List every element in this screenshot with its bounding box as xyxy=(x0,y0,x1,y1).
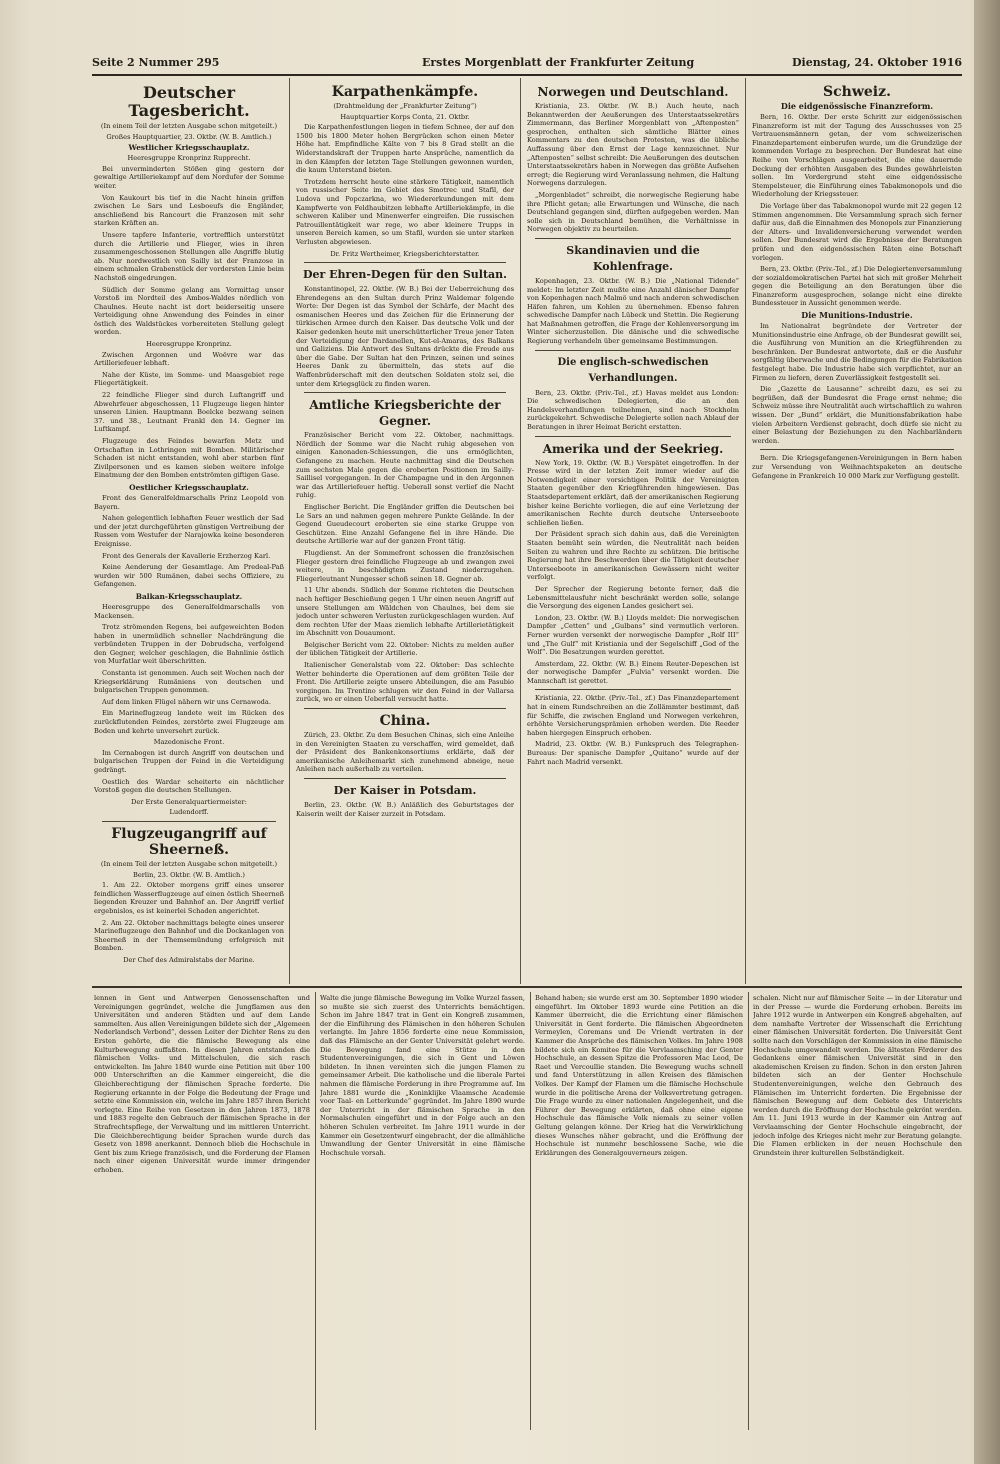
column-divider xyxy=(748,992,749,1430)
paragraph: Nahen gelegentlich lebhaften Feuer westlich der Sad und der jetzt durchgeführten günstigen Vertreibung der Russen vom Westufer der Narajowka keine besonderen Ereignisse. xyxy=(94,514,284,548)
paragraph: Bern, 16. Oktbr. Der erste Schritt zur eidgenössischen Finanzreform ist mit der Tagung des Ausschusses von 25 Vertrauensmännern getan, der vom schweizerischen Finanzdepartement einberufen wurde, um die Grundzüge der kommenden Vorlage zu besprechen. Der Bundesrat hat eine Reihe von Vorschlägen ausgearbeitet, die eine dauernde Deckung der erhöhten Ausgaben des Bundes gewährleisten sollen. Im Vordergrund steht eine eidgenössische Stempelsteuer, die Einführung eines Tabakmonopols und die Wiederholung der Kriegssteuer. xyxy=(752,113,962,199)
paragraph: Walte die junge flämische Bewegung im Volke Wurzel fassen, so mußte sie sich zuerst des Unterrichts bemächtigen. Schon im Jahre 1847 trat in Gent ein Kongreß zusammen, der die Einführung des Flämischen in den höheren Schulen verlangte. Im Jahre 1856 forderte eine neue Kommission, daß das Flämische an der Genter Universität gelehrt werde. Die Bewegung fand eine Stütze in den Studentenvereinigungen, die sich in Gent und Löwen bildeten. In ihnen vereinten sich die jungen Flamen zu gemeinsamer Arbeit. Die katholische und die liberale Partei nahmen die flämische Forderung in ihre Programme auf. Im Jahre 1881 wurde die „Koninklijke Vlaamsche Academie voor Taal- en Letterkunde“ gegründet. Im Jahre 1890 wurde der Unterricht in der flämischen Sprache in den Normalschulen eingeführt und in der Folge auch an den höheren Schulen verbreitet. Im Jahre 1911 wurde in der Kammer ein Gesetzentwurf eingebracht, der die allmähliche Umwandlung der Genter Universität in eine flämische Hochschule vorsah. xyxy=(320,994,525,1157)
paragraph: Behand haben; sie wurde erst am 30. September 1890 wieder eingeführt. Im Oktober 1893 wurde eine Petition an die Kammer überreicht, die die Errichtung einer flämischen Universität in Gent forderte. Die flämischen Abgeordneten Vermeylen, Coremans und De Vriendt vertraten in der Kammer die Ansprüche des flämischen Volkes. Im Jahre 1908 bildete sich ein Komitee für die Vervlaamsching der Genter Hochschule, an dessen Spitze die Professoren Mac Leod, De Raet und Vercoullie standen. Die Bewegung wuchs schnell und fand Unterstützung in allen Kreisen des flämischen Volkes. Der Kampf der Flamen um die flämische Hochschule wurde in die politische Arena der Volksvertretung getragen. Die Frage wurde zu einer nationalen Angelegenheit, und die Führer der Bewegung erklärten, daß ohne eine eigene Hochschule das flämische Volk niemals zu seiner vollen Geltung gelangen könne. Der Krieg hat die Verwirklichung dieses Wunsches näher gebracht, und die Eröffnung der Hochschule ist nunmehr beschlossene Sache, wie die Erklärungen des Generalgouverneurs zeigen. xyxy=(535,994,743,1157)
article-title: Der Ehren-Degen für den Sultan. xyxy=(303,268,507,282)
paragraph: Bern, 23. Oktbr. (Priv.-Tel., zf.) Havas meldet aus London: Die schwedischen Delegierten, die an den Handelsverhandlungen teilnehmen, sind nach Stockholm zurückgekehrt. Schwedische Delegierte sollen nach Ablauf der Beratungen in ihrer Heimat Bericht erstatten. xyxy=(527,388,739,432)
paragraph: Bei unverminderten Stößen ging gestern der gewaltige Artilleriekampf auf dem Nordufer der Somme weiter. xyxy=(94,164,284,190)
column-divider xyxy=(289,78,290,984)
column-1 xyxy=(94,80,284,980)
article-title: Norwegen und Deutschland. xyxy=(537,85,729,99)
section-heading: Die eidgenössische Finanzreform. xyxy=(780,101,934,111)
paragraph: Zürich, 23. Oktbr. Zu dem Besuchen Chinas, sich eine Anleihe in den Vereinigten Staaten zu verschaffen, wird gemeldet, daß der Präsident des Bankenkonsortiums erklärte, daß der amerikanische Anleihemarkt sich zunehmend abneige, neue Anleihen nach außerhalb zu verteilen. xyxy=(296,731,514,774)
section-heading: Balkan-Kriegsschauplatz. xyxy=(135,591,243,601)
paragraph: Madrid, 23. Oktbr. (W. B.) Funkspruch des Telegraphen-Bureaus: Der spanische Dampfer „Quitano“ wurde auf der Fahrt nach Madrid versenkt. xyxy=(527,740,739,766)
paragraph: Keine Aenderung der Gesamtlage. Am Predeal-Paß wurden wir 500 Rumänen, dabei sechs Offiziere, zu Gefangenen. xyxy=(94,563,284,589)
article-title: Flugzeugangriff auf Sheerneß. xyxy=(111,825,267,858)
paragraph: Kristiania, 22. Oktbr. (Priv.-Tel., zf.) Das Finanzdepartement hat in einem Rundschreiben an die Zollämmter bestimmt, daß für Schiffe, die zwischen England und Norwegen verkehren, erhöhte Versicherungsprämien erhoben werden. Die Reeder haben hiergegen Einspruch erhoben. xyxy=(527,694,739,737)
paragraph: Belgischer Bericht vom 22. Oktober: Nichts zu melden außer der üblichen Tätigkeit der Artillerie. xyxy=(296,640,514,658)
paragraph: 11 Uhr abends. Südlich der Somme richteten die Deutschen nach heftiger Beschießung gegen 1 Uhr einen neuen Angriff auf unsere Stellungen am Wäldchen von Chaulnes, bei dem sie jedoch unter schweren Verlusten zurückgeschlagen wurden. Auf dem rechten Ufer der Maas ziemlich lebhafte Artillerietätigkeit im Abschnitt von Douaumont. xyxy=(296,586,514,638)
article-note: (Drahtmeldung der „Frankfurter Zeitung“) xyxy=(333,102,477,110)
paragraph: Bern. Die Kriegsgefangenen-Vereinigungen in Bern haben zur Versendung von Weihnachtspaketen an deutsche Gefangene in Frankreich 10 000 Mark zur Verfügung gestellt. xyxy=(752,454,962,480)
signature-line: Der Chef des Admiralstabs der Marine. xyxy=(123,955,255,964)
article-divider xyxy=(304,708,506,709)
article-title: Der Kaiser in Potsdam. xyxy=(333,784,477,797)
paragraph: 1. Am 22. Oktober morgens griff eines unserer feindlichen Wasserflugzeuge auf einen östlich Sheerneß liegenden Kreuzer und Bahnhof an. Der Angriff verlief ergebnislos, es ist keinerlei Schaden angerichtet. xyxy=(94,881,284,915)
article-dateline: Hauptquartier Korps Conta, 21. Oktbr. xyxy=(340,112,470,121)
paragraph: Bern, 23. Oktbr. (Priv.-Tel., zf.) Die Delegiertenversammlung der sozialdemokratischen Partei hat sich mit großer Mehrheit gegen die Beteiligung an den Beratungen über die Finanzreform ausgesprochen, solange nicht eine direkte Bundessteuer in Aussicht genommen werde. xyxy=(752,265,962,308)
paragraph: Trotzdem herrscht heute eine stärkere Tätigkeit, namentlich von russischer Seite im Gebiet des Smotrec und Stafil, der Ludova und Popczarkna, wo Wiedererkundungen mit dem Kampfwerte von Feldhaubitzen lebhafte Artilleriekämpfe, in die schweren Kaliber und Minenwerfer eingreifen. Die russischen Patrouillentätigkeit war rege, wo aber kleinere Trupps in unseren Bereich kamen, so um Stafil, wurden sie unter starken Verlusten abgewiesen. xyxy=(296,177,514,246)
paragraph: Trotz strömenden Regens, bei aufgeweichten Boden haben in unermüdlich schneller Nachdrängung die verbündeten Truppen in der Dobrudscha, verfolgend den Gegner, welcher geschlagen, die Bahnlinie östlich von Murfatlar weit überschritten. xyxy=(94,623,284,666)
paragraph: Unsere tapfere Infanterie, vortrefflich unterstützt durch die Artillerie und Flieger, wies in ihren zusammengeschossenen Stellungen alle Angriffe blutig ab. Nur nordwestlich von Sailly ist der Franzose in einem schmalen Grabenstück der vordersten Linie beim Nachstoß eingedrungen. xyxy=(94,230,284,282)
section-heading: Die Munitions-Industrie. xyxy=(801,310,913,321)
paragraph: Kopenhagen, 23. Oktbr. (W. B.) Die „National Tidende“ meldet: Im letzter Zeit mußte eine Anzahl dänischer Dampfer von Kopenhagen nach Malmö und nach anderen schwedischen Häfen fahren, um Kohlen zu übernehmen. Ebenso fahren schwedische Dampfer nach Lübeck und Stettin. Die Regierung hat Maßnahmen getroffen, die Frage der Kohlenversorgung im Winter sicherzustellen. Die dänische und die schwedische Regierung verhandeln über gemeinsame Bestimmungen. xyxy=(527,276,739,346)
paragraph: Von Kaukourt bis tief in die Nacht hinein griffen zwischen Le Sars und Lesboeufs die Engländer, anschließend bis Rancourt die Franzosen mit sehr starken Kräften an. xyxy=(94,193,284,228)
paragraph: Front des Generals der Kavallerie Erzherzog Karl. xyxy=(102,551,271,560)
article-divider xyxy=(535,238,731,239)
article-title: Karpathenkämpfe. xyxy=(331,84,479,100)
article-title: Schweiz. xyxy=(823,84,891,100)
signature-line: Der Erste Generalquartiermeister: xyxy=(131,797,247,806)
paragraph: Im Nationalrat begründete der Vertreter der Munitionsindustrie eine Anfrage, ob der Bundesrat gewillt sei, die Ausführung von Munition an die Kriegführenden zu beschränken. Der Bundesrat antwortete, daß er die Ausfuhr sorgfältig überwache und die Bedingungen für die Fabrikation festgelegt habe. Die Industrie habe sich verpflichtet, nur an Firmen zu liefern, deren Zuverlässigkeit festgestellt sei. xyxy=(752,322,962,382)
paragraph: Konstantinopel, 22. Oktbr. (W. B.) Bei der Ueberreichung des Ehrendegens an den Sultan durch Prinz Waldemar folgende Worte: Der Degen ist das Symbol der Schärfe, der Macht des osmanischen Heeres und das Zeichen für die Erinnerung der türkischen Armee durch den Kaiser. Das deutsche Volk und der Kaiser gedenken heute mit unerschütterlicher Treue jener Taten der Verteidigung der Dardanellen, Kut-el-Amaras, des Balkans und Galiziens. Die Antwort des Sultans drückte die Freude aus über die Gabe. Der Sultan hat den Prinzen, seinen und seines Heeres Dank zu übermitteln, das stets auf die Waffenbrüderschaft mit den deutschen Soldaten stolz sei, die unter dem Kriegsglück zu finden waren. xyxy=(296,285,514,388)
paragraph: Französischer Bericht vom 22. Oktober, nachmittags. Nördlich der Somme war die Nacht ruhig abgesehen von einigen Kanonaden-Schiessungen, die uns ermöglichten, Gefangene zu machen. Heute nachmittag sind die Deutschen zum sechsten Male gegen die eroberten Positionen im Sailly-Saillisel vorgegangen. In der Champagne und in den Argonnen war das Artilleriefeuer heftig. Ueberall sonst verlief die Nacht ruhig. xyxy=(296,431,514,500)
paragraph: Zwischen Argonnen und Woëvre war das Artilleriefeuer lebhaft. xyxy=(94,350,284,368)
article-divider xyxy=(535,436,731,437)
article-divider xyxy=(304,392,506,393)
paragraph: „Morgenbladet“ schreibt, die norwegische Regierung habe ihre Pflicht getan; alle Erwartungen und Wünsche, die nach Deutschland gegangen sind, dürften aufgegeben werden. Man solle sich in Deutschland bemühen, die Verhältnisse in Norwegen objektiv zu beurteilen. xyxy=(527,190,739,234)
paragraph: Constanta ist genommen. Auch seit Wochen nach der Kriegserklärung Rumäniens von deutschen und bulgarischen Truppen genommen. xyxy=(94,669,284,695)
feuilleton-column-1 xyxy=(94,994,310,1430)
paragraph: Oestlich des Wardar scheiterte ein nächtlicher Vorstoß gegen die deutschen Stellungen. xyxy=(94,777,284,795)
article-dateline: Großes Hauptquartier, 23. Oktbr. (W. B. Amtlich.) xyxy=(106,132,272,141)
paragraph: London, 23. Oktbr. (W. B.) Lloyds meldet: Die norwegischen Dampfer „Cetten“ und „Gulbans“ sind vermutlich verloren. Ferner wurden versenkt der norwegische Dampfer „Rolf III“ und „The Gulf“ mit Kristiania und der Segelschiff „God of the Wolf“. Die Besatzungen wurden gerettet. xyxy=(527,613,739,657)
paragraph: Berlin, 23. Oktbr. (W. B.) Anläßlich des Geburtstages der Kaiserin weilt der Kaiser zurzeit in Potsdam. xyxy=(296,801,514,818)
article-divider xyxy=(304,778,506,779)
paragraph: Flugdienst. An der Sommefront schossen die französischen Flieger gestern drei feindliche Flugzeuge ab und zwangen zwei weitere, in beschädigtem Zustand niederzugehen. Fliegerleutnant Nungesser schoß seinen 18. Gegner ab. xyxy=(296,548,514,583)
subheading: Mazedonische Front. xyxy=(153,738,225,747)
paragraph: Amsterdam, 22. Oktbr. (W. B.) Einem Reuter-Depeschen ist der norwegische Dampfer „Fulvia“ versenkt worden. Die Mannschaft ist gerettet. xyxy=(527,659,739,685)
byline: Dr. Fritz Wertheimer, Kriegsberichterstatter. xyxy=(330,249,480,258)
paragraph: 2. Am 22. Oktober nachmittags belegte eines unserer Marineflugzeuge den Bahnhof und die Dockanlagen von Sheerneß in der Themsemündung erfolgreich mit Bomben. xyxy=(94,918,284,953)
paragraph: Im Cernabogen ist durch Angriff von deutschen und bulgarischen Truppen der Feind in die Verteidigung gedrängt. xyxy=(94,748,284,774)
paragraph: 22 feindliche Flieger sind durch Luftangriff und Abwehrfeuer abgeschossen, 11 Flugzeuge liegen hinter unseren Linien. Hauptmann Boelcke bezwang seinen 37. und 38., Leutnant Frankl den 14. Gegner im Luftkampf. xyxy=(94,391,284,434)
feuilleton-column-3 xyxy=(535,994,743,1430)
feuilleton-column-2 xyxy=(320,994,525,1430)
paragraph: Italienischer Generalstab vom 22. Oktober: Das schlechte Wetter behinderte die Operationen auf dem größten Teile der Front. Die Artillerie zeigte unsere Abteilungen, die am Pasubio vorgingen. Im Trentino schlugen wir den Feind in der Vallarsa zurück, wo er einen Ueberfall versucht hatte. xyxy=(296,661,514,704)
paragraph: Englischer Bericht. Die Engländer griffen die Deutschen bei Le Sars an und nahmen gegen mehrere Punkte Gelände. In der Gegend Gueudecourt eroberten sie eine starke Gruppe von Geschützen. Eine Anzahl Gefangene fiel in ihre Hände. Die deutsche Artillerie war auf der ganzen Front tätig. xyxy=(296,502,514,546)
section-heading: Westlicher Kriegsschauplatz. xyxy=(128,143,250,153)
article-title: Die englisch-schwedischen Verhandlungen. xyxy=(557,356,709,384)
paragraph: Ein Marineflugzeug landete weit im Rücken des zurückflutenden Feindes, zerstörte zwei Flugzeuge am Boden und kehrte unversehrt zurück. xyxy=(94,709,284,735)
article-title: Deutscher Tagesbericht. xyxy=(128,83,250,120)
paragraph: Auf dem linken Flügel nähern wir uns Cernawoda. xyxy=(102,697,271,706)
article-divider xyxy=(760,449,954,450)
paragraph: Die „Gazette de Lausanne“ schreibt dazu, es sei zu begrüßen, daß der Bundesrat die Frage ernst nehme; die Schweiz müsse ihre Neutralität auch wirtschaftlich zu wahren wissen. Der „Bund“ erklärt, die Munitionsfabrikation habe vielen Arbeitern Verdienst gebracht, doch dürfe sie nicht zu einer Belastung der Beziehungen zu den Nachbarländern werden. xyxy=(752,385,962,445)
section-heading: Oestlicher Kriegsschauplatz. xyxy=(129,482,249,492)
paragraph: Die Karpathenfestlungen liegen in tiefem Schnee, der auf den 1500 bis 1800 Meter hohen Bergrücken schon einen Meter Höhe hat. Empfindliche Kälte von 7 bis 8 Grad stellt an die Widerstandskraft der Truppen harte Ansprüche, namentlich da in den Kämpfen der letzten Tage Stellungen gewonnen wurden, die kaum Unterstand bieten. xyxy=(296,123,514,175)
paragraph: New York, 19. Oktbr. (W. B.) Verspätet eingetroffen. In der Presse wird in der letzten Zeit immer wieder auf die Notwendigkeit einer vorsichtigen Politik der Vereinigten Staaten gegenüber den Kriegführenden hingewiesen. Das Staatsdepartement erklärt, daß der amerikanischen Regierung bisher keine Berichte vorliegen, die auf eine Verletzung der amerikanischen Rechte durch deutsche Unterseeboote schließen ließen. xyxy=(527,458,739,527)
article-title: Amtliche Kriegsberichte der Gegner. xyxy=(309,398,501,429)
feuilleton-column-4 xyxy=(753,994,962,1430)
paragraph: Front des Generalfeldmarschalls Prinz Leopold von Bayern. xyxy=(94,493,284,511)
paragraph: Kristiania, 23. Oktbr. (W. B.) Auch heute, nach Bekanntwerden der Aeußerungen des Unterstaatssekretärs Zimmermann, das Berliner Morgenblatt von „Aftenposten“ gesprochen, enthalten sich sämtliche Blätter eines Kommentars zu den deutschen Protesten, was die übliche Auffassung über den Ernst der Lage kennzeichnet. Nur „Aftenposten“ selbst schreibt: Die Aeußerungen des deutschen Unterstaatssekretärs haben in Norwegen das größte Aufsehen erregt; die Regierung wird Veranlassung nehmen, die Haltung Norwegens darzulegen. xyxy=(527,102,739,188)
paragraph: lennen in Gent und Antwerpen Genossenschaften und Vereinigungen gegründet, welche die Jungflamen aus den Universitäten und anderen Städten und auf dem Lande sammelten. Aus allen Vereinigungen bildete sich der „Algemeen Nederlandsch Verbond“, dessen Leiter der Dichter Rens zu den Ersten gehörte, die die flämische Bewegung als eine Kulturbewegung auffaßten. In diesen Jahren entstanden die flämischen Volks- und Mittelschulen, die sich rasch entwickelten. Im Jahre 1840 wurde eine Petition mit über 100 000 Unterschriften an die Kammer eingereicht, die die Gleichberechtigung der flämischen Sprache forderte. Die Regierung erkannte in der Folge die Bedeutung der Frage und setzte eine Kommission ein, welche im Jahre 1857 ihren Bericht vorlegte. Eine Reihe von Gesetzen in den Jahren 1873, 1878 und 1883 regelte den Gebrauch der flämischen Sprache in der Strafrechtspflege, der Verwaltung und im mittleren Unterricht. Die Gleichberechtigung beider Sprachen wurde durch das Gesetz von 1898 anerkannt. Dennoch blieb die Hochschule in Gent bis zum Kriege französisch, und die Forderung der Flamen nach einer eigenen Universität wurde immer dringender erhoben. xyxy=(94,994,310,1174)
paragraph: Heeresgruppe des Generalfeldmarschalls von Mackensen. xyxy=(94,602,284,620)
paragraph: Flugzeuge des Feindes bewarfen Metz und Ortschaften in Lothringen mit Bomben. Militärischer Schaden ist nicht entstanden, wohl aber starben fünf Zivilpersonen und es kamen sieben weitere infolge Einatmung der den Bomben entströmten giftigen Gase. xyxy=(94,437,284,480)
page-number: Seite 2 Nummer 295 xyxy=(92,56,220,69)
issue-date: Dienstag, 24. Oktober 1916 xyxy=(792,56,962,69)
paragraph: Nahe der Küste, im Somme- und Maasgebiet rege Fliegertätigkeit. xyxy=(94,370,284,388)
paragraph: Der Präsident sprach sich dahin aus, daß die Vereinigten Staaten bemüht sein würden, die Neutralität nach beiden Seiten zu wahren und ihre Rechte zu schützen. Die britische Regierung hat ihre Beschwerden über die Tätigkeit deutscher Unterseeboote in amerikanischen Gewässern nicht weiter verfolgt. xyxy=(527,530,739,582)
paragraph: Der Sprecher der Regierung betonte ferner, daß die Lebensmittelausfuhr nicht beschränkt werden solle, solange die Versorgung des eigenen Landes gesichert sei. xyxy=(527,584,739,611)
column-4 xyxy=(752,80,962,980)
column-2 xyxy=(296,80,514,980)
article-title: Amerika und der Seekrieg. xyxy=(542,441,724,456)
article-divider xyxy=(102,821,276,822)
paragraph: schalen. Nicht nur auf flämischer Seite — in der Literatur und in der Presse — wurde die Forderung erhoben. Bereits im Jahre 1912 wurde in Antwerpen ein Kongreß abgehalten, auf dem namhafte Vertreter der Wissenschaft die Errichtung einer flämischen Universität forderten. Die Universität Gent sollte nach den Vorschlägen der Kommission in eine flämische Hochschule umgewandelt werden. Die ältesten Förderer des Gedankens einer flämischen Universität sind in den akademischen Kreisen zu finden. Schon in den ersten Jahren bildeten sich an der Genter Hochschule Studentenvereinigungen, welche den Gebrauch des Flämischen im Unterricht forderten. Die Ergebnisse der flämischen Bewegung auf dem Gebiete des Unterrichts werden durch die Eröffnung der Hochschule gekrönt werden. Am 11. Juni 1913 wurde in der Kammer ein Antrag auf Vervlaamsching der Genter Hochschule eingebracht, der jedoch infolge des Krieges nicht mehr zur Beratung gelangte. Die Flamen erblicken in der neuen Hochschule den Grundstein ihrer kulturellen Selbständigkeit. xyxy=(753,994,962,1157)
subheading: Heeresgruppe Kronprinz. xyxy=(146,340,232,349)
page-header xyxy=(92,52,962,76)
article-divider xyxy=(535,689,731,690)
signature-name: Ludendorff. xyxy=(169,808,209,817)
article-divider xyxy=(535,350,731,351)
article-note: (In einem Teil der letzten Ausgabe schon mitgeteilt.) xyxy=(100,122,278,130)
masthead: Erstes Morgenblatt der Frankfurter Zeitung xyxy=(422,56,695,69)
article-dateline: Berlin, 23. Oktbr. (W. B. Amtlich.) xyxy=(133,870,245,879)
column-divider xyxy=(315,992,316,1430)
article-title: Skandinavien und die Kohlenfrage. xyxy=(566,243,700,273)
article-title: China. xyxy=(379,713,431,730)
feuilleton-rule xyxy=(92,986,962,988)
subheading: Heeresgruppe Kronprinz Rupprecht. xyxy=(127,154,251,163)
article-divider xyxy=(304,262,506,263)
column-divider xyxy=(745,78,746,984)
column-3 xyxy=(527,80,739,980)
binding-spine xyxy=(974,0,1000,1464)
paragraph: Südlich der Somme gelang am Vormittag unser Vorstoß im Nordteil des Ambos-Waldes nördlich von Chaulnes. Heute nacht ist dort beiderseitig unsere Verteidigung ohne Anwendung des Feindes in einer östlich des Waldstückes vorbereiteten Stellung gelegt worden. xyxy=(94,285,284,337)
column-divider xyxy=(520,78,521,984)
paragraph: Die Vorlage über das Tabakmonopol wurde mit 22 gegen 12 Stimmen angenommen. Die Versammlung sprach sich ferner dafür aus, daß die Einnahmen des Monopols zur Finanzierung der Alters- und Invalidenversicherung verwendet werden sollen. Der Bundesrat wird die Ergebnisse der Beratungen prüfen und den eidgenössischen Räten eine Botschaft vorlegen. xyxy=(752,201,962,262)
column-divider xyxy=(530,992,531,1430)
article-note: (In einem Teil der letzten Ausgabe schon mitgeteilt.) xyxy=(100,859,278,868)
